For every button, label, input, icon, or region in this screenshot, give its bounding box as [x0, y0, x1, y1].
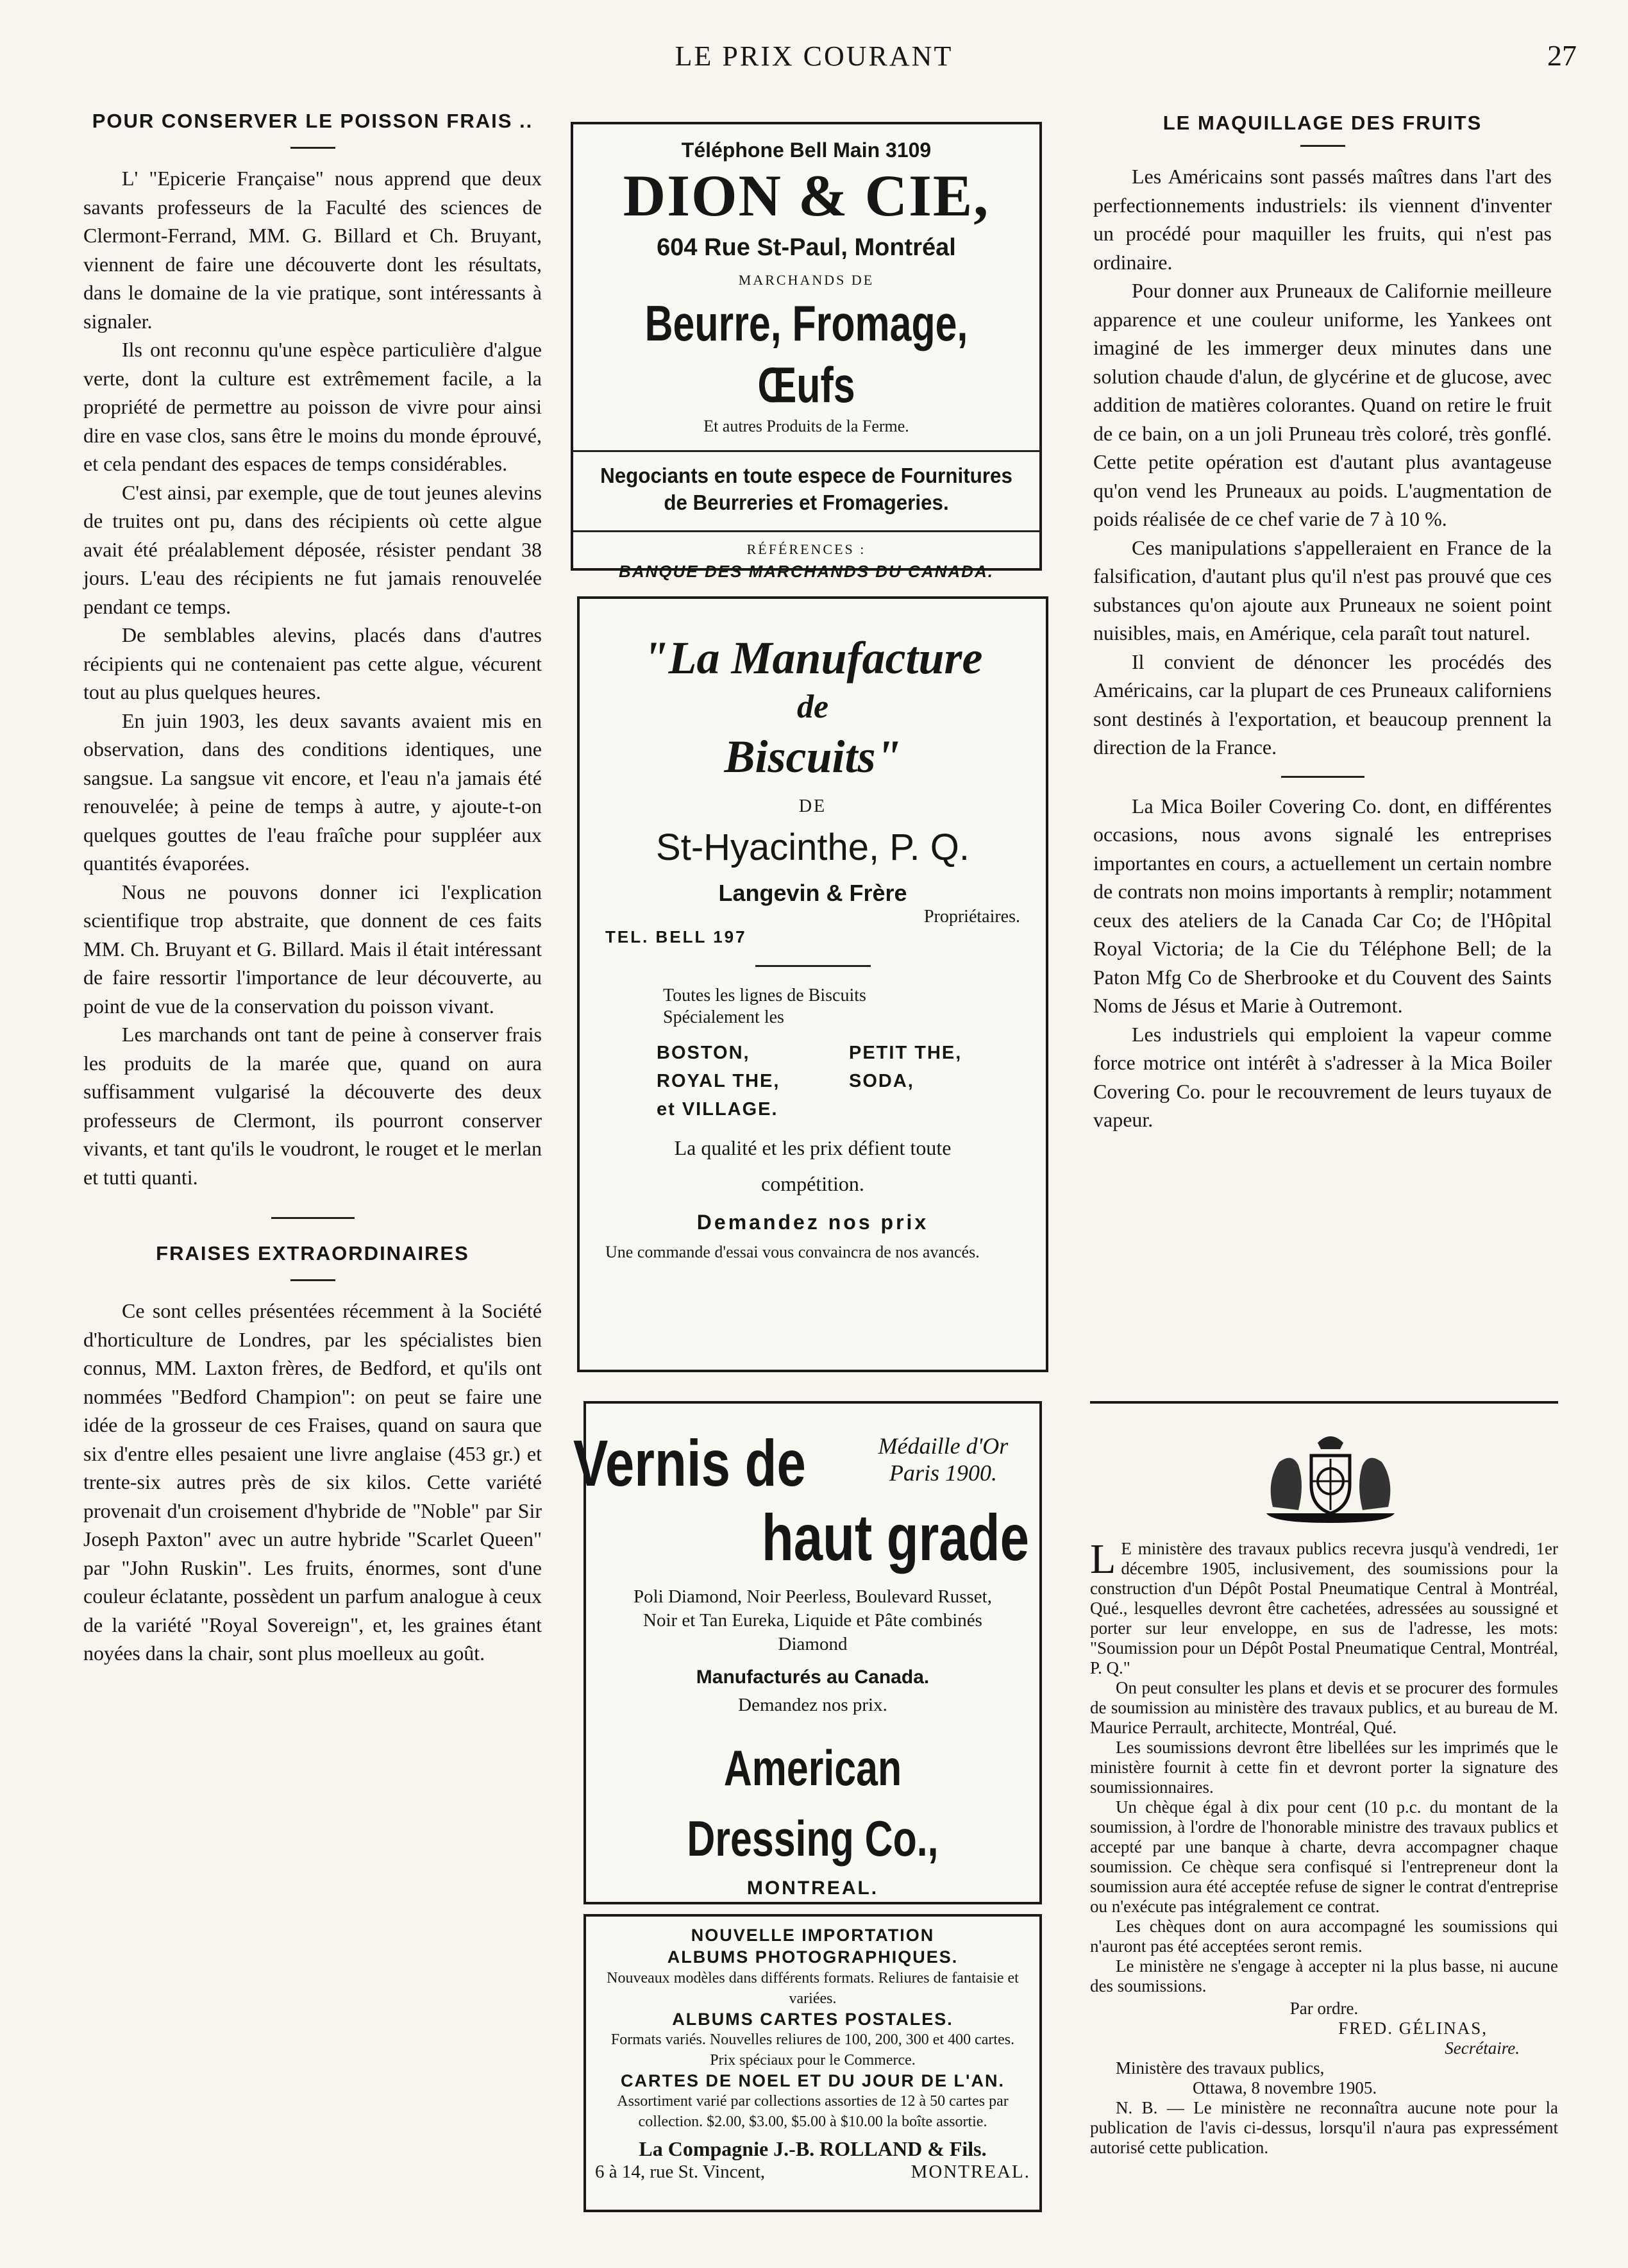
ad-products: Beurre, Fromage, Œufs — [644, 295, 968, 413]
right-column — [1093, 108, 1552, 1134]
paragraph: On peut consulter les plans et devis et se procurer des formules de soumission au ministère des travaux publics, et au bureau de M. Maurice Perrault, architecte, Montréal, Qué. — [1090, 1678, 1558, 1737]
divider — [1300, 145, 1345, 147]
notice-nb: N. B. — Le ministère ne reconnaîtra aucune note pour la publication de l'avis ci-dessus, lorsqu'il n'aura pas expressément autorisé cette publication. — [1090, 2098, 1558, 2157]
ad-dion-cie — [571, 122, 1042, 581]
ad-biscuits-products — [580, 1039, 1046, 1123]
notice-place-date: Ottawa, 8 novembre 1905. — [1193, 2078, 1377, 2097]
ad-biscuits-title-2: de — [796, 689, 829, 725]
ad-rolland-text-2: Formats variés. Nouvelles reliures de 100, 200, 300 et 400 cartes. Prix spéciaux pour le Commerce. — [610, 2031, 1015, 2069]
ad-products-sub: Et autres Produits de la Ferme. — [703, 417, 909, 435]
paragraph: Il convient de dénoncer les procédés des Américains, car la plupart de ces Pruneaux californiens sont destinés à l'exportation, et beaucoup prennent la direction de la France. — [1093, 650, 1552, 759]
ad-vernis-haut-grade — [573, 1401, 1042, 1904]
paragraph: Nous ne pouvons donner ici l'explication scientifique trop abstraite, que donnent de ces faits MM. Ch. Bruyant et G. Billard. Mais il était intéressant de faire ressortir l'importance de leur découverte, au point de vue de la conservation du poisson vivant. — [83, 880, 542, 1018]
ad-biscuits-tel: TEL. BELL 197 — [605, 927, 747, 946]
product-item: SODA, — [849, 1071, 914, 1091]
ad-references-label: RÉFÉRENCES : — [746, 541, 866, 557]
ad-rolland-heading-1: NOUVELLE IMPORTATION ALBUMS PHOTOGRAPHIQUES. — [667, 1926, 959, 1967]
paragraph: C'est ainsi, par exemple, que de tout jeunes alevins de truites ont pu, dans des récipients où cette algue avait été préalablement déposée, résister pendant 38 jours. L'eau des récipients ne fut jamais renouvelée pendant ce temps. — [83, 480, 542, 618]
ad-manufacture-biscuits — [577, 596, 1048, 1372]
paragraph: En juin 1903, les deux savants avaient mis en observation, dans des conditions identiques, une sangsue. La sangsue vit encore, et l'eau n'a jamais été renouvelée; à peine de temps à autre, y ajoute-t-on quelques gouttes de l'eau fraîche pour suppléer aux quantités évaporées. — [83, 709, 542, 875]
ad-rolland-company: La Compagnie J.-B. ROLLAND & Fils. — [639, 2137, 987, 2160]
divider — [755, 965, 871, 967]
article-title-fraises: FRAISES EXTRAORDINAIRES — [156, 1242, 469, 1264]
article-body-poisson — [83, 164, 542, 1191]
ad-negociants: Negociants en toute espece de Fournitures de Beurreries et Fromageries. — [600, 464, 1012, 514]
ad-trade: MARCHANDS DE — [738, 272, 875, 288]
ad-vernis-made: Manufacturés au Canada. — [696, 1667, 930, 1688]
ad-biscuits-cta: Demandez nos prix — [696, 1211, 929, 1234]
divider — [1090, 1401, 1558, 1404]
paragraph: Les industriels qui emploient la vapeur comme force motrice ont intérêt à s'adresser à la Mica Boiler Covering Co. pour le recouvrement de leurs tuyaux de vapeur. — [1093, 1022, 1552, 1131]
ad-rolland-text-3: Assortiment varié par collections assorties de 12 à 50 cartes par collection. $2.00, $3.00, $5.00 à $10.00 la boîte assortie. — [617, 2093, 1009, 2130]
divider — [573, 530, 1039, 532]
article-title-poisson: POUR CONSERVER LE POISSON FRAIS .. — [92, 110, 533, 132]
ad-vernis-cta: Demandez nos prix. — [738, 1695, 887, 1715]
notice-order: Par ordre. — [1289, 1999, 1359, 2018]
ad-address: 604 Rue St-Paul, Montréal — [657, 234, 956, 261]
page-number: 27 — [1547, 39, 1577, 72]
ad-rolland-heading-2: ALBUMS CARTES POSTALES. — [672, 2010, 953, 2029]
notice-ministry: Ministère des travaux publics, — [1116, 2058, 1325, 2078]
ad-bank: BANQUE DES MARCHANDS DU CANADA. — [619, 562, 994, 581]
coat-of-arms-icon — [1241, 1430, 1420, 1526]
product-item: ROYAL THE, — [657, 1071, 780, 1091]
divider — [271, 1217, 355, 1219]
paragraph: De semblables alevins, placés dans d'autres récipients qui ne contenaient pas cette algue, vécurent tout au plus quelques heures. — [83, 623, 542, 703]
article-body-mica — [1093, 792, 1552, 1134]
notice-first-paragraph: E ministère des travaux publics recevra jusqu'à vendredi, 1er décembre 1905, inclusivement, des soumissions pour la construction d'un Dépôt Postal Pneumatique Central à Montréal, Qué., lesquelles devront être cachetées, adressées au soussigné et porter sur leur enveloppe, en sus de l'adresse, les mots: "Soumission pour un Dépôt Postal Pneumatique Central, Montréal, P. Q." — [1090, 1539, 1558, 1677]
ad-biscuits-quality: La qualité et les prix défient toute compétition. — [674, 1136, 952, 1195]
ad-biscuits-de: DE — [798, 796, 827, 816]
notice-signer-role: Secrétaire. — [1445, 2038, 1520, 2058]
paragraph: Les soumissions devront être libellées sur les imprimés que le ministère fournit à cette fin et devront porter la signature des soumissionnaires. — [1090, 1738, 1558, 1797]
ad-biscuits-title-3: Biscuits" — [724, 731, 902, 782]
ad-vernis-products: Poli Diamond, Noir Peerless, Boulevard Russet, Noir et Tan Eureka, Liquide et Pâte combinés Diamond — [633, 1586, 992, 1654]
divider — [290, 1279, 335, 1281]
ad-rolland-text-1: Nouveaux modèles dans différents formats. Reliures de fantaisie et variées. — [607, 1970, 1019, 2007]
ad-rolland — [583, 1914, 1042, 2212]
ad-vernis-medal: Médaille d'Or Paris 1900. — [878, 1433, 1009, 1486]
paragraph: L' "Epicerie Française" nous apprend que deux savants professeurs de la Faculté des sciences de Clermont-Ferrand, MM. G. Billard et Ch. Bruyant, viennent de faire une découverte dont les résultats, dans le domaine de la vie pratique, sont intéressants à signaler. — [83, 167, 542, 333]
ad-vernis-title-1: Vernis de — [573, 1427, 806, 1500]
paragraph: Les chèques dont on aura accompagné les soumissions qui n'auront pas été acceptées seront remis. — [1090, 1917, 1558, 1956]
paragraph: Les Américains sont passés maîtres dans l'art des perfectionnements industriels: ils viennent d'inventer un procédé pour maquiller les fruits, qui n'est pas ordinaire. — [1093, 165, 1552, 274]
article-body-maquillage — [1093, 162, 1552, 762]
divider — [573, 450, 1039, 452]
paragraph: Un chèque égal à dix pour cent (10 p.c. du montant de la soumission, à l'ordre de l'honorable ministre des travaux publics et accepté par une banque à charte, devra accompagner chaque soumission. Ce chèque sera confisqué si l'entrepreneur dont la soumission aura été acceptée refuse de signer le contrat d'entreprise ou n'exécute pas intégralement ce contrat. — [1090, 1797, 1558, 1916]
ad-biscuits-owners: Langevin & Frère — [718, 880, 907, 906]
ad-vernis-company: American Dressing Co., — [687, 1740, 939, 1867]
product-item: BOSTON, — [657, 1043, 750, 1063]
notice-signer: FRED. GÉLINAS, — [1338, 2019, 1488, 2038]
ad-biscuits-lines-intro: Toutes les lignes de Biscuits Spécialement les — [663, 986, 866, 1027]
page-header-title: LE PRIX COURANT — [675, 40, 953, 72]
paragraph: Le ministère ne s'engage à accepter ni la plus basse, ni aucune des soumissions. — [1090, 1956, 1558, 1995]
divider — [1281, 776, 1364, 778]
left-column — [83, 106, 542, 1668]
government-notice — [1090, 1536, 1558, 2158]
ad-biscuits-owners-role: Propriétaires. — [923, 907, 1020, 927]
paragraph: Ce sont celles présentées récemment à la Société d'horticulture de Londres, par les spécialistes bien connus, MM. Laxton frères, de Bedford, et qu'ils ont nommées "Bedford Champion": on peut se faire une idée de la grosseur de ces Fraises, quand on saura que six d'entre elles pesaient une livre anglaise (453 gr.) et trente-six autres près de six kilos. Cette variété provenait d'un croisement d'hybride de "Noble" par Sir Joseph Paxton" avec un autre hybride "Scarlet Queen" par "John Ruskin". Les fruits, énormes, sont d'une couleur éclatante, possèdent un parfum analogue à ceux de la variété "Royal Sovereign", et, les graines étant noyées dans la chair, sont plus moelleux au goût. — [83, 1299, 542, 1665]
paragraph: Ces manipulations s'appelleraient en France de la falsification, d'autant plus qu'il n'est pas prouvé que ces substances qu'on ajoute aux Pruneaux ne soient point nuisibles, mais, en Amérique, cela paraît tout naturel. — [1093, 535, 1552, 644]
product-item: PETIT THE, — [849, 1043, 962, 1063]
notice-body — [1090, 1678, 1558, 1996]
ad-rolland-heading-3: CARTES DE NOEL ET DU JOUR DE L'AN. — [621, 2071, 1005, 2090]
paragraph: Ils ont reconnu qu'une espèce particulière d'algue verte, dont la culture est extrêmement facile, a la propriété de permettre au poisson de vivre pour ainsi dire en vase clos, sans être le moins du monde éprouvé, et cela pendant des espaces de temps considérables. — [83, 338, 542, 475]
notice-dropcap: L — [1090, 1536, 1116, 1583]
divider — [290, 147, 335, 149]
ad-phone: Téléphone Bell Main 3109 — [681, 139, 932, 162]
ad-rolland-address: 6 à 14, rue St. Vincent, — [595, 2162, 766, 2182]
article-body-fraises — [83, 1297, 542, 1668]
paragraph: La Mica Boiler Covering Co. dont, en différentes occasions, nous avons signalé les entreprises importantes en cours, a actuellement un certain nombre de contrats non moins importants à remplir; notamment ceux des ateliers de la Canada Car Co; de l'Hôpital Royal Victoria; de la Cie du Téléphone Bell; de la Paton Mfg Co de Sherbrooke et du Couvent des Saints Noms de Jésus et Marie à Outremont. — [1093, 794, 1552, 1017]
ad-biscuits-trial: Une commande d'essai vous convaincra de nos avancés. — [605, 1243, 980, 1261]
ad-company-name: DION & CIE, — [623, 163, 990, 228]
ad-biscuits-city: St-Hyacinthe, P. Q. — [656, 827, 969, 868]
paragraph: Les marchands ont tant de peine à conserver frais les produits de la marée que, quand on aura suffisamment vulgarisé la découverte des deux professeurs de Clermont, ils pourront conserver vivants, et tant qu'ils le voudront, le rouget et le merlan et tutti quanti. — [83, 1023, 542, 1189]
product-item: et VILLAGE. — [657, 1099, 778, 1120]
paragraph: Pour donner aux Pruneaux de Californie meilleure apparence et une couleur uniforme, les Yankees ont imaginé de les immerger deux minutes dans une solution chaude d'alun, de glycérine et de glucose, avec addition de matières colorantes. Quand on retire le fruit de ce bain, on a un joli Pruneau très coloré, très gonflé. Cette petite opération est d'autant plus avantageuse qu'on vend les Pruneaux au poids. L'augmentation de poids réalisée de ce chef varie de 7 à 10 %. — [1093, 279, 1552, 530]
ad-vernis-title-2: haut grade — [761, 1501, 1029, 1574]
ad-biscuits-title-1: "La Manufacture — [642, 632, 983, 684]
ad-vernis-city: MONTREAL. — [746, 1877, 879, 1899]
ad-rolland-city: MONTREAL. — [911, 2162, 1030, 2182]
article-title-maquillage: LE MAQUILLAGE DES FRUITS — [1162, 112, 1482, 134]
